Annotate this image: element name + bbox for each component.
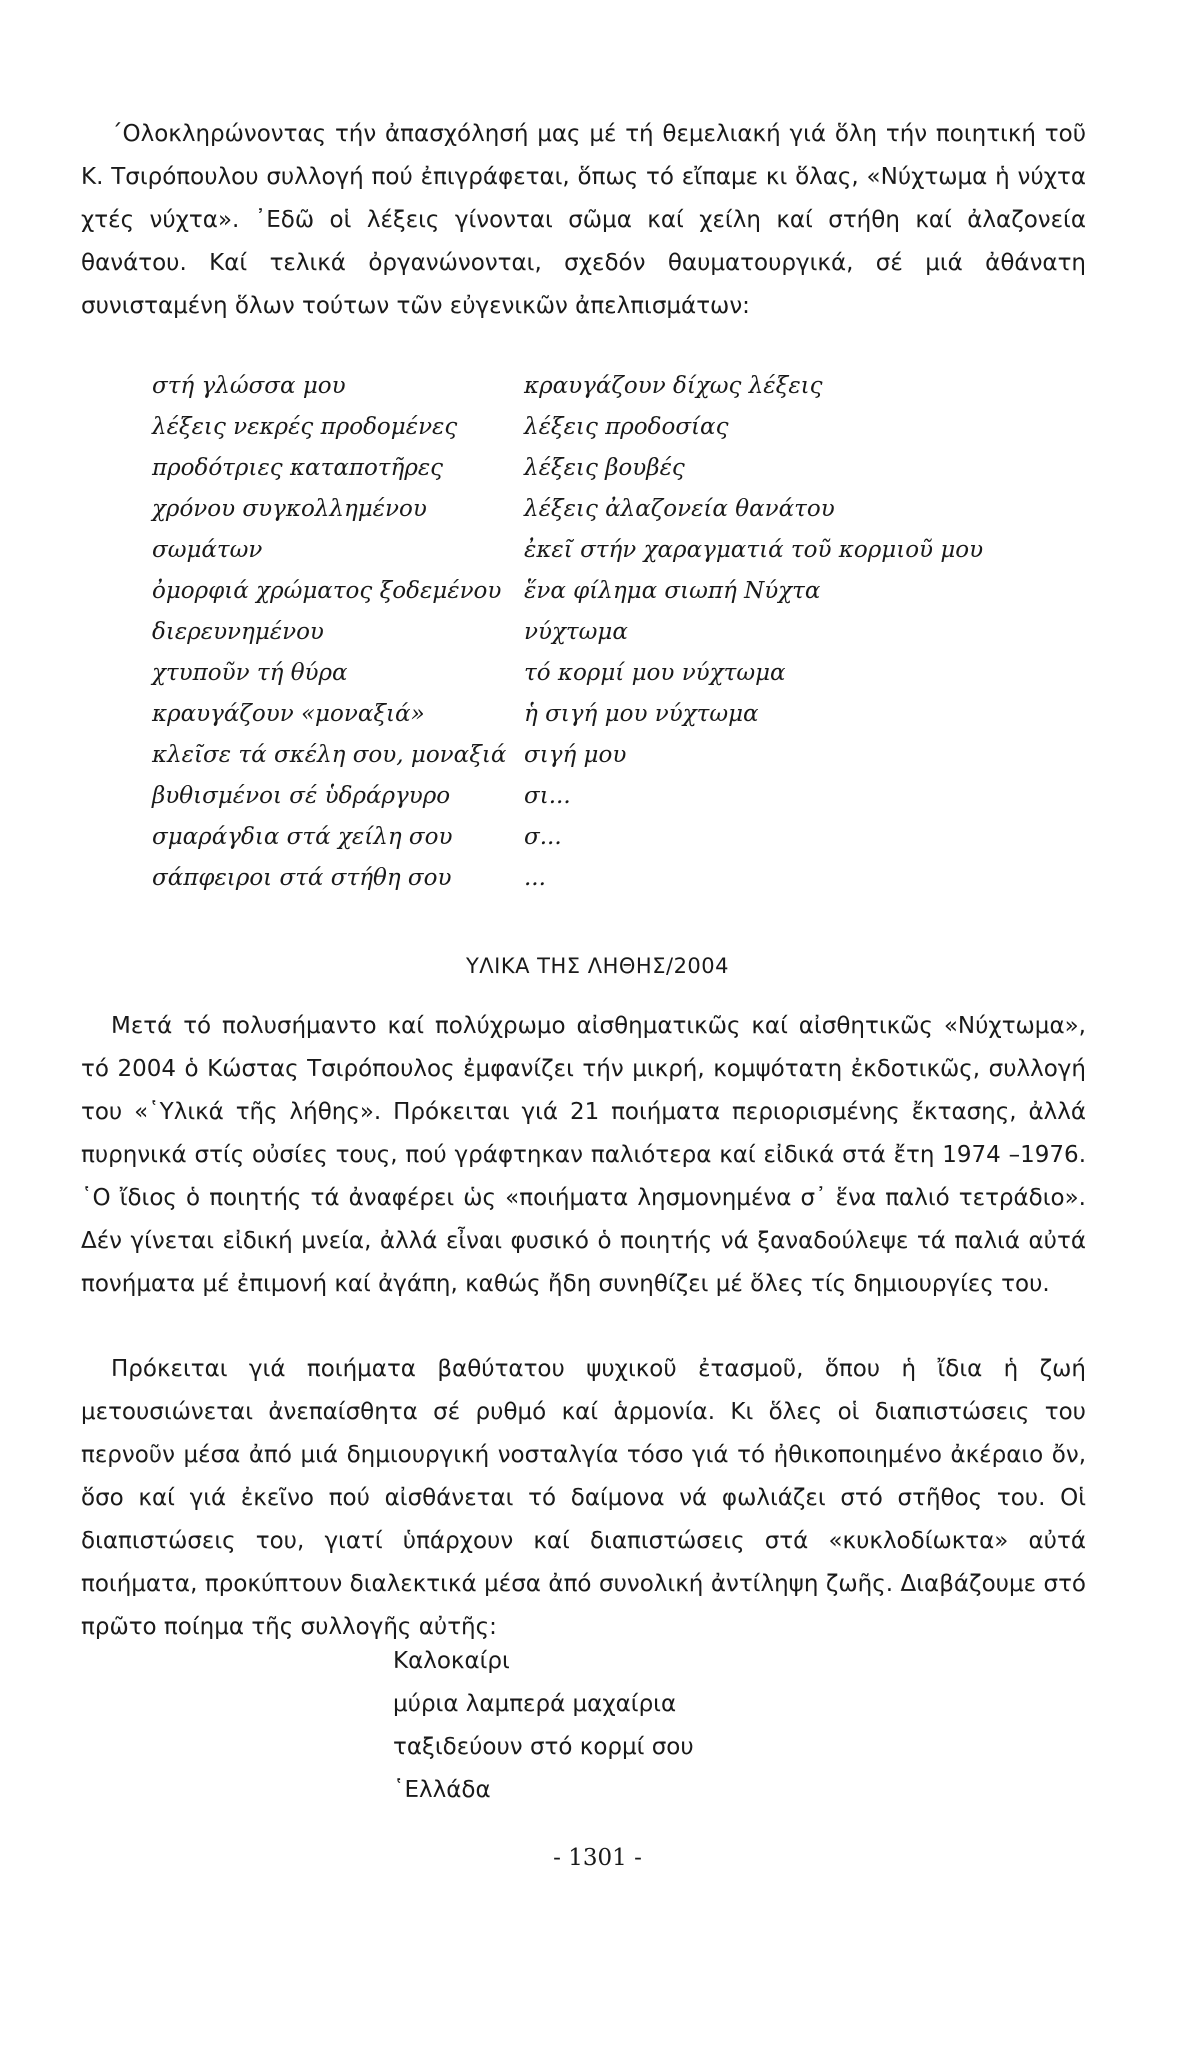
poem-line-right: σι... bbox=[524, 783, 571, 809]
poem-line-left: στή γλώσσα μου bbox=[152, 373, 346, 399]
poem-line-left: σάπφειροι στά στήθη σου bbox=[152, 865, 452, 891]
poem-line-right: νύχτωμα bbox=[524, 619, 628, 645]
quoted-poem-line: ταξιδεύουν στό κορμί σου bbox=[393, 1734, 694, 1760]
section-heading: ΥΛΙΚΑ ΤΗΣ ΛΗΘΗΣ/2004 bbox=[465, 954, 730, 978]
poem-line-right: λέξεις βουβές bbox=[524, 455, 685, 481]
quoted-poem bbox=[393, 1640, 694, 1812]
poem-line-left: κλεῖσε τά σκέλη σου, μοναξιά bbox=[152, 742, 507, 768]
poem-row bbox=[152, 448, 1052, 489]
poem-excerpt bbox=[152, 366, 1052, 899]
quoted-poem-line: Καλοκαίρι bbox=[393, 1648, 510, 1674]
quoted-poem-line: μύρια λαμπερά μαχαίρια bbox=[393, 1691, 677, 1717]
poem-row bbox=[152, 571, 1052, 612]
poem-line-left: χρόνου συγκολλημένου bbox=[152, 496, 427, 522]
poem-line-right: ἕνα φίλημα σιωπή Νύχτα bbox=[524, 578, 821, 604]
poem-line-right: ... bbox=[524, 865, 546, 891]
poem-line-left: λέξεις νεκρές προδομένες bbox=[152, 414, 458, 440]
poem-line-left: βυθισμένοι σέ ὑδράργυρο bbox=[152, 783, 451, 809]
quoted-poem-line: ῾Ελλάδα bbox=[393, 1777, 491, 1803]
poem-row bbox=[152, 489, 1052, 530]
poem-row bbox=[152, 694, 1052, 735]
poem-line-left: χτυποῦν τή θύρα bbox=[152, 660, 348, 686]
poem-line-right: ἡ σιγή μου νύχτωμα bbox=[524, 701, 759, 727]
poem-line-left: σμαράγδια στά χείλη σου bbox=[152, 824, 453, 850]
poem-line-left: διερευνημένου bbox=[152, 619, 324, 645]
poem-line-left: σωμάτων bbox=[152, 537, 263, 563]
poem-row bbox=[152, 612, 1052, 653]
poem-row bbox=[152, 858, 1052, 899]
poem-row bbox=[152, 735, 1052, 776]
poem-line-left: κραυγάζουν «μοναξιά» bbox=[152, 701, 425, 727]
poem-row bbox=[152, 776, 1052, 817]
poem-line-right: σ... bbox=[524, 824, 562, 850]
poem-line-left: προδότριες καταποτῆρες bbox=[152, 455, 444, 481]
poem-line-left: ὀμορφιά χρώματος ξοδεμένου bbox=[152, 578, 502, 604]
page-number: - 1301 - bbox=[553, 1845, 642, 1871]
poem-line-right: λέξεις προδοσίας bbox=[524, 414, 729, 440]
poem-line-right: κραυγάζουν δίχως λέξεις bbox=[524, 373, 823, 399]
poem-row bbox=[152, 817, 1052, 858]
poem-line-right: ἐκεῖ στήν χαραγματιά τοῦ κορμιοῦ μου bbox=[524, 537, 984, 563]
poem-line-right: λέξεις ἀλαζονεία θανάτου bbox=[524, 496, 835, 522]
paragraph-analysis: Πρόκειται γιά ποιήματα βαθύτατου ψυχικοῦ ἐτασμοῦ, ὅπου ἡ ἴδια ἡ ζωή μετουσιώνεται ἀνεπαίσθητα σέ ρυθμό καί ἁρμονία. Κι ὅλες οἱ διαπιστώσεις του περνοῦν μέσα ἀπό μιά δημιουργική νοσταλγία τόσο γιά τό ἠθικοποιημένο ἀκέραιο ὄν, ὅσο καί γιά ἐκεῖνο πού αἰσθάνεται τό δαίμονα νά φωλιάζει στό στῆθος του. Οἱ διαπιστώσεις του, γιατί ὑπάρχουν καί διαπιστώσεις στά «κυκλοδίωκτα» αὐτά ποιήματα, προκύπτουν διαλεκτικά μέσα ἀπό συνολική ἀντίληψη ζωῆς. Διαβάζουμε στό πρῶτο ποίημα τῆς συλλογῆς αὐτῆς: bbox=[81, 1356, 1086, 1640]
paragraph-intro: ΄Ολοκληρώνοντας τήν ἀπασχόλησή μας μέ τή θεμελιακή γιά ὅλη τήν ποιητική τοῦ Κ. Τσιρόπουλου συλλογή πού ἐπιγράφεται, ὅπως τό εἴπαμε κι ὅλας, «Νύχτωμα ἡ νύχτα χτές νύχτα». ᾿Εδῶ οἱ λέξεις γίνονται σῶμα καί χείλη καί στήθη καί ἀλαζονεία θανάτου. Καί τελικά ὀργανώνονται, σχεδόν θαυματουργικά, σέ μιά ἀθάνατη συνισταμένη ὅλων τούτων τῶν εὐγενικῶν ἀπελπισμάτων: bbox=[81, 121, 1086, 319]
paragraph-ylika: Μετά τό πολυσήμαντο καί πολύχρωμο αἰσθηματικῶς καί αἰσθητικῶς «Νύχτωμα», τό 2004 ὁ Κώστας Τσιρόπουλος ἐμφανίζει τήν μικρή, κομψότατη ἐκδοτικῶς, συλλογή του «῾Υλικά τῆς λήθης». Πρόκειται γιά 21 ποιήματα περιορισμένης ἔκτασης, ἀλλά πυρηνικά στίς οὐσίες τους, πού γράφτηκαν παλιότερα καί εἰδικά στά ἔτη 1974 –1976. ῾Ο ἴδιος ὁ ποιητής τά ἀναφέρει ὡς «ποιήματα λησμονημένα σ᾿ ἕνα παλιό τετράδιο». Δέν γίνεται εἰδική μνεία, ἀλλά εἶναι φυσικό ὁ ποιητής νά ξαναδούλεψε τά παλιά αὐτά πονήματα μέ ἐπιμονή καί ἀγάπη, καθώς ἤδη συνηθίζει μέ ὅλες τίς δημιουργίες του. bbox=[81, 1013, 1086, 1297]
poem-row bbox=[152, 407, 1052, 448]
poem-row bbox=[152, 530, 1052, 571]
poem-line-right: τό κορμί μου νύχτωμα bbox=[524, 660, 786, 686]
poem-line-right: σιγή μου bbox=[524, 742, 627, 768]
poem-row bbox=[152, 653, 1052, 694]
poem-row bbox=[152, 366, 1052, 407]
